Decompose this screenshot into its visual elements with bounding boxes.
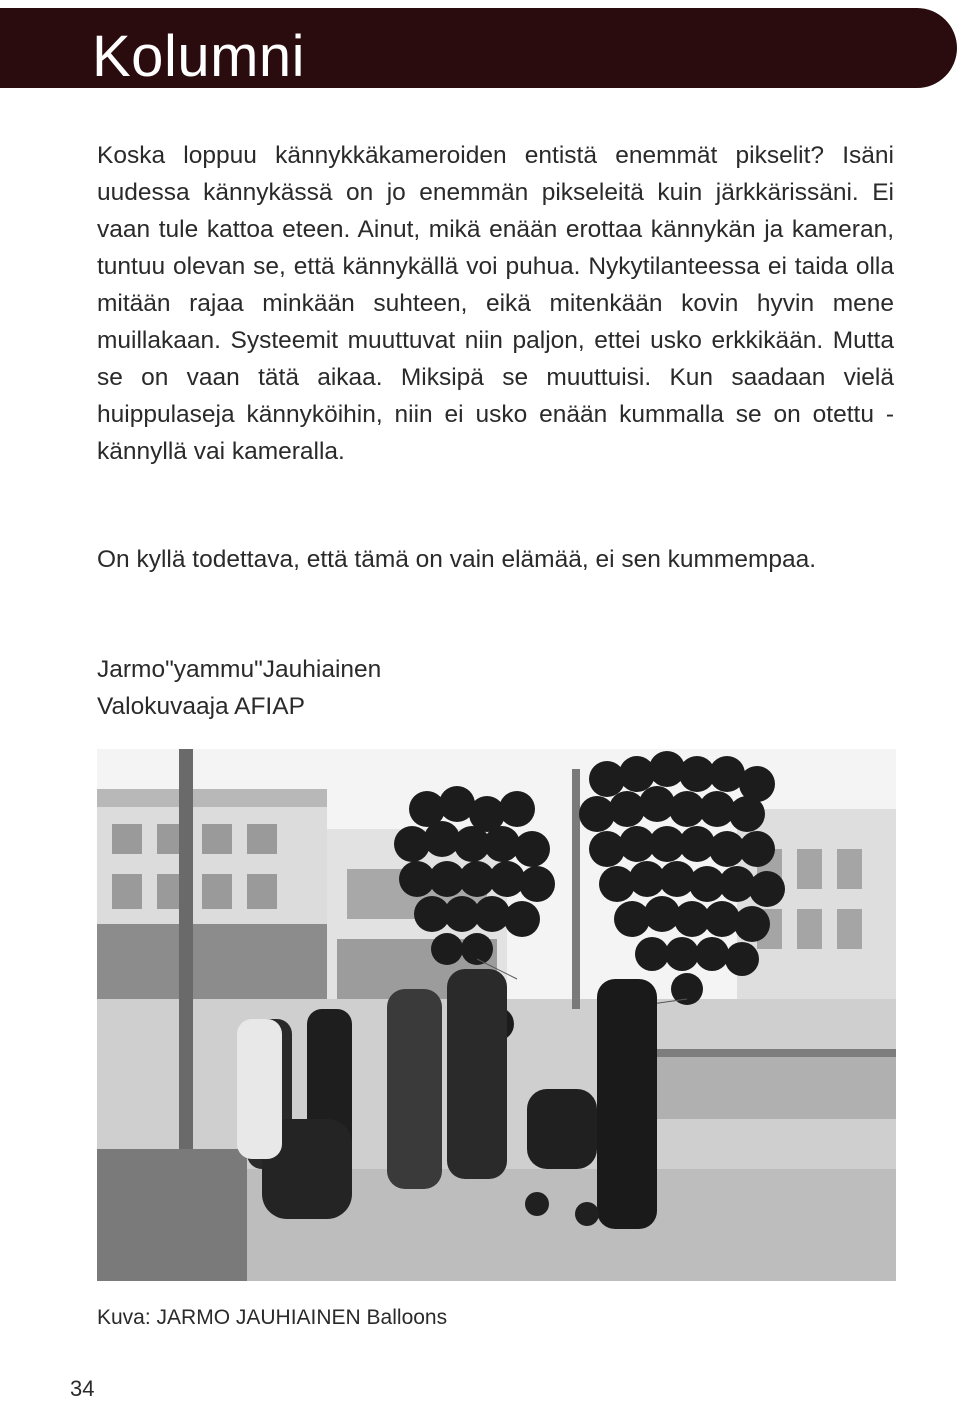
page-number: 34: [70, 1376, 95, 1401]
body-paragraph-1: Koska loppuu kännykkäkameroiden entistä enemmät pikselit? Isäni uudessa kännykässä on jo enemmän pikseleitä kuin järkkärissäni. Ei vaan tule kattoa eteen. Ainut, mikä enään erottaa kännykän ja kameran, tuntuu olevan se, että kännykällä voi puhua. Nykytilanteessa ei taida olla mitään rajaa minkään suhteen, eikä mitenkään kovin hyvin mene muillakaan. Systeemit muuttuvat niin paljon, ettei usko erkkikään. Mutta se on vaan tätä aikaa. Miksipä se muuttuisi. Kun saadaan vielä huippulaseja kännyköihin, niin ei usko enään kummalla se on otettu - kännyllä vai kameralla.: [97, 142, 894, 465]
author-name: Jarmo"yammu"Jauhiainen: [97, 656, 382, 683]
photo-illustration: [97, 749, 896, 1281]
photo-caption: Kuva: JARMO JAUHIAINEN Balloons: [97, 1306, 448, 1329]
header-bar: [0, 8, 957, 88]
body-paragraph-2: On kyllä todettava, että tämä on vain elämää, ei sen kummempaa.: [97, 546, 817, 573]
author-title: Valokuvaaja AFIAP: [97, 693, 305, 720]
page-title: Kolumni: [92, 24, 306, 89]
photo-balloons: [97, 749, 896, 1281]
